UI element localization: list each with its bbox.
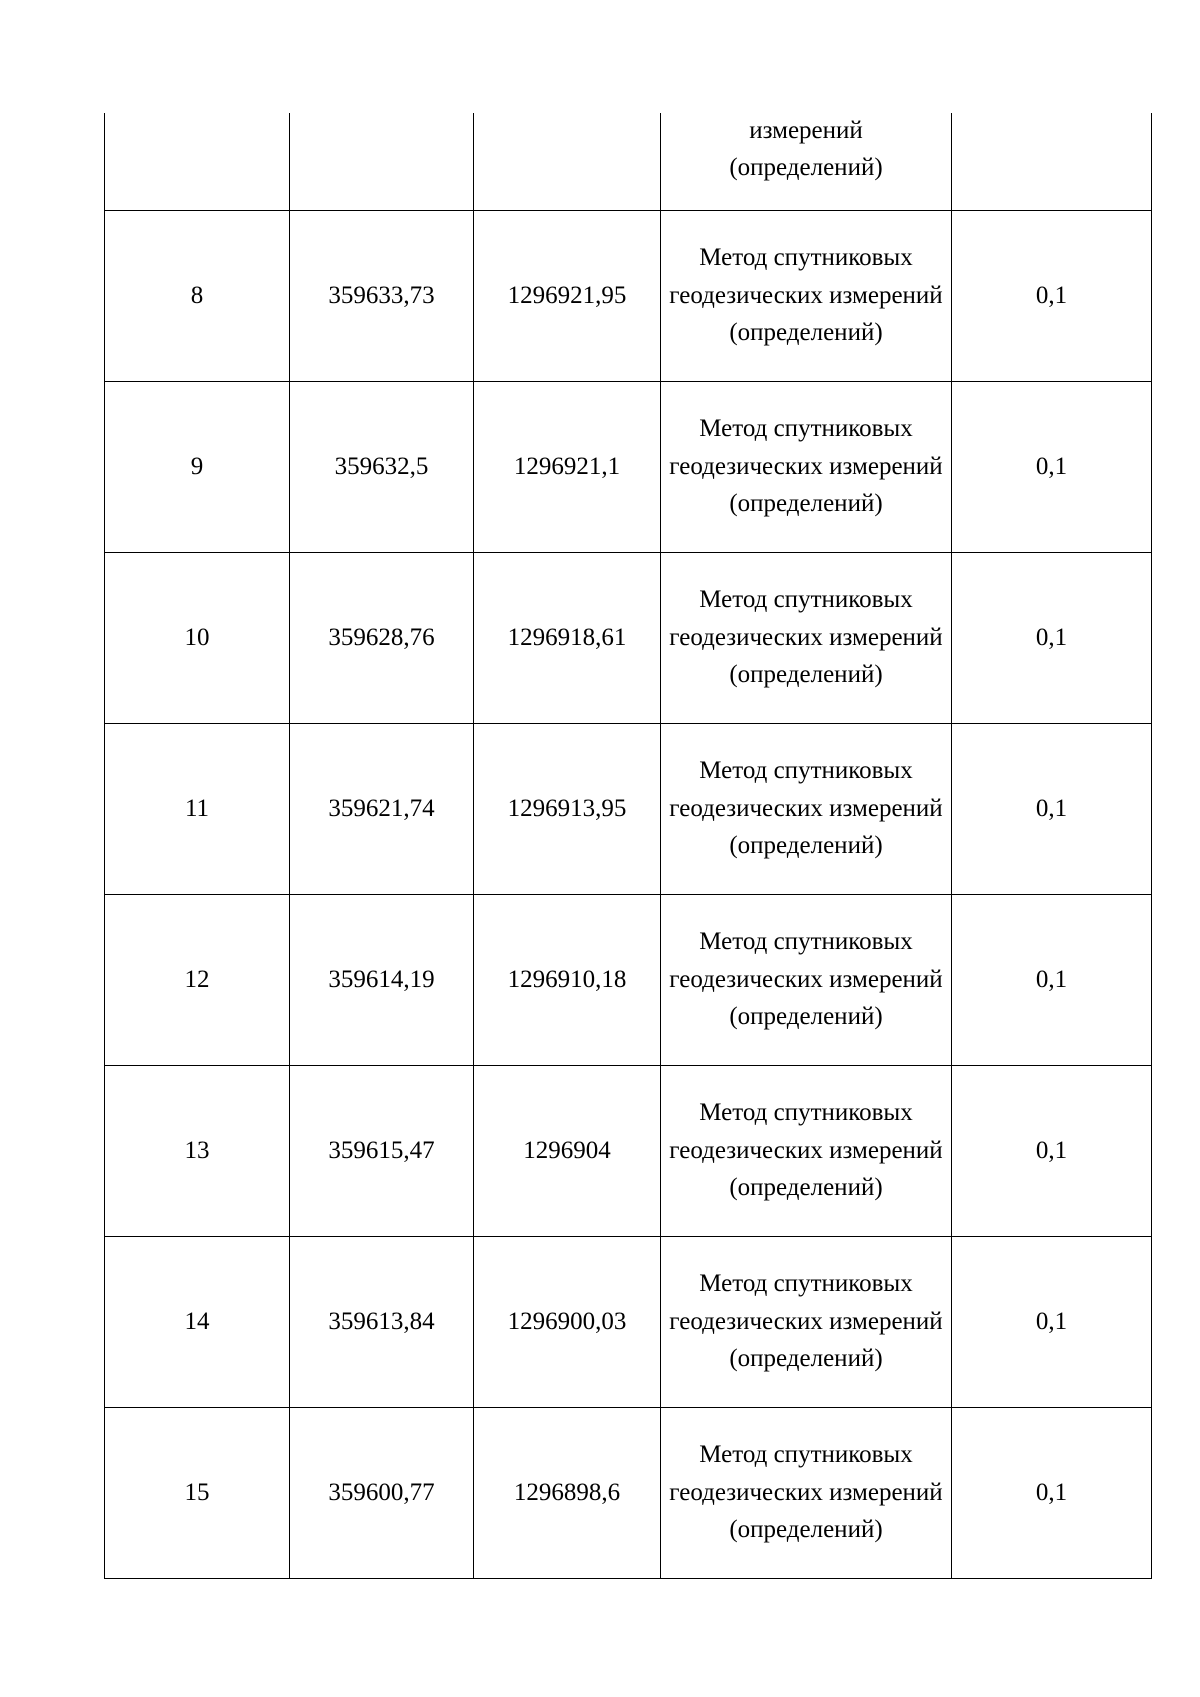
point-number: 15 [105,1407,290,1578]
accuracy-value: 0,1 [952,1236,1152,1407]
method-description: Метод спутниковых геодезических измерений (определений) [661,1407,952,1578]
method-text: измерений (определений) [729,116,883,182]
point-number: 9 [105,381,290,552]
cell-method [661,113,952,210]
table-row [105,894,1152,1065]
method-description: Метод спутниковых геодезических измерений (определений) [661,723,952,894]
point-number: 13 [105,1065,290,1236]
table-row [105,1236,1152,1407]
coordinate-y: 1296904 [474,1065,661,1236]
cell-accuracy [952,113,1152,210]
table-row-continuation [105,113,1152,210]
accuracy-value: 0,1 [952,552,1152,723]
point-number: 14 [105,1236,290,1407]
coordinate-y: 1296898,6 [474,1407,661,1578]
point-number: 8 [105,210,290,381]
method-description: Метод спутниковых геодезических измерений (определений) [661,1065,952,1236]
method-description: Метод спутниковых геодезических измерений (определений) [661,210,952,381]
accuracy-value: 0,1 [952,894,1152,1065]
table-row [105,552,1152,723]
table-row [105,210,1152,381]
point-number: 11 [105,723,290,894]
coordinate-x: 359621,74 [290,723,474,894]
cell-num [105,113,290,210]
coordinate-x: 359633,73 [290,210,474,381]
accuracy-value: 0,1 [952,1065,1152,1236]
method-description: Метод спутниковых геодезических измерений (определений) [661,1236,952,1407]
point-number: 12 [105,894,290,1065]
coordinate-y: 1296900,03 [474,1236,661,1407]
coordinate-y: 1296918,61 [474,552,661,723]
accuracy-value: 0,1 [952,1407,1152,1578]
table-row [105,1065,1152,1236]
method-description: Метод спутниковых геодезических измерений (определений) [661,894,952,1065]
accuracy-value: 0,1 [952,723,1152,894]
method-description: Метод спутниковых геодезических измерений (определений) [661,381,952,552]
table-row [105,381,1152,552]
coordinate-x: 359615,47 [290,1065,474,1236]
coordinate-x: 359613,84 [290,1236,474,1407]
coordinate-y: 1296921,95 [474,210,661,381]
accuracy-value: 0,1 [952,210,1152,381]
coordinate-x: 359614,19 [290,894,474,1065]
table-row [105,723,1152,894]
coordinate-y: 1296910,18 [474,894,661,1065]
coordinate-x: 359600,77 [290,1407,474,1578]
accuracy-value: 0,1 [952,381,1152,552]
method-description: Метод спутниковых геодезических измерений (определений) [661,552,952,723]
coordinate-y: 1296913,95 [474,723,661,894]
cell-x [290,113,474,210]
coordinate-y: 1296921,1 [474,381,661,552]
coordinates-table [104,113,1152,1579]
coordinate-x: 359632,5 [290,381,474,552]
point-number: 10 [105,552,290,723]
table-row [105,1407,1152,1578]
cell-y [474,113,661,210]
coordinate-x: 359628,76 [290,552,474,723]
